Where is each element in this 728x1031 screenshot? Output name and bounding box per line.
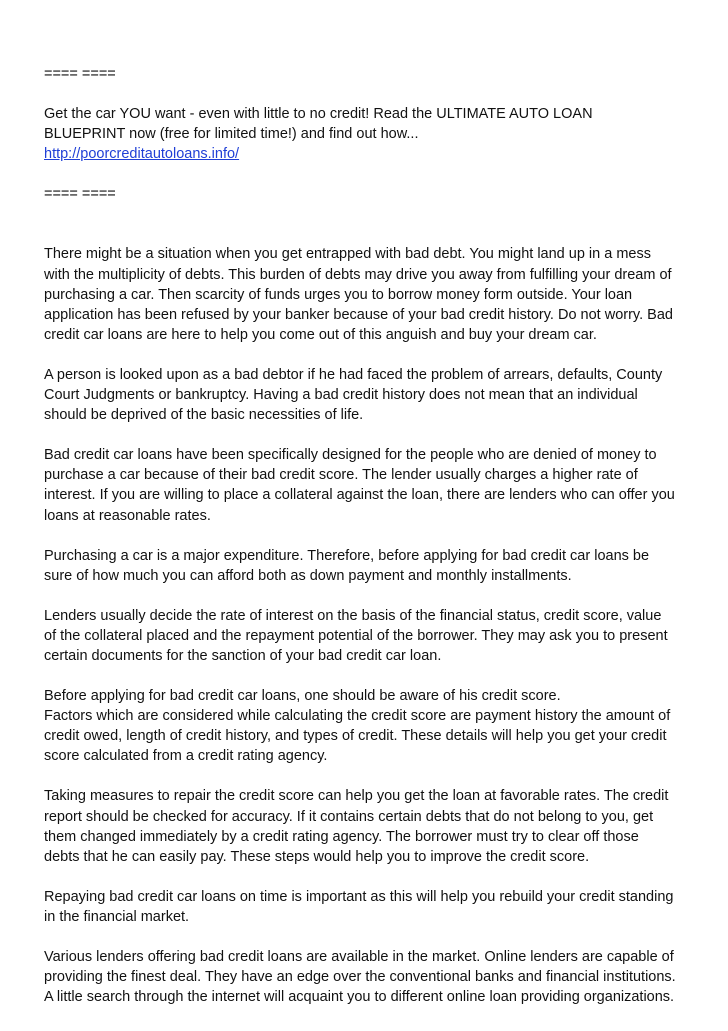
promo-text: Get the car YOU want - even with little to no credit! Read the ULTIMATE AUTO LOAN BLUEPRINT now (free for limited time!) and find out how...	[44, 106, 593, 143]
article-paragraph-9: Various lenders offering bad credit loans are available in the market. Online lenders are capable of providing the finest deal. They have an edge over the conventional banks and financial institutions. A little search through the internet will acquaint you to different online loan providing organizations.	[44, 949, 676, 1006]
article-paragraph-5: Lenders usually decide the rate of interest on the basis of the financial status, credit score, value of the collateral placed and the repayment potential of the borrower. They may ask you to present certain documents for the sanction of your bad credit car loan.	[44, 607, 668, 664]
promo-link[interactable]: http://poorcreditautoloans.info/	[44, 146, 240, 163]
article-paragraph-6: Before applying for bad credit car loans, one should be aware of his credit score. Factors which are considered while calculating the credit score are payment history the amount of credit owed, length of credit history, and types of credit. These details will help you get your credit score calculated from a credit rating agency.	[44, 688, 671, 765]
article-paragraph-2: A person is looked upon as a bad debtor if he had faced the problem of arrears, defaults, County Court Judgments or bankruptcy. Having a bad credit history does not mean that an individual should be deprived of the basic necessities of life.	[44, 366, 663, 424]
document-page	[44, 64, 694, 1007]
separator-bottom: ==== ====	[44, 186, 116, 203]
article-paragraph-4: Purchasing a car is a major expenditure. Therefore, before applying for bad credit car loans be sure of how much you can afford both as down payment and monthly installments.	[44, 547, 650, 584]
article-paragraph-1: There might be a situation when you get entrapped with bad debt. You might land up in a mess with the multiplicity of debts. This burden of debts may drive you away from fulfilling your dream of purchasing a car. Then scarcity of funds urges you to borrow money form outside. Your loan application has been refused by your banker because of your bad credit history. Do not worry. Bad credit car loans are here to help you come out of this anguish and buy your dream car.	[44, 246, 673, 343]
promo-block	[44, 104, 694, 164]
article-body	[44, 244, 694, 1007]
article-paragraph-3: Bad credit car loans have been specifically designed for the people who are denied of money to purchase a car because of their bad credit score. The lender usually charges a higher rate of interest. If you are willing to place a collateral against the loan, there are lenders who can offer you loans at reasonable rates.	[44, 447, 675, 524]
article-paragraph-7: Taking measures to repair the credit score can help you get the loan at favorable rates. The credit report should be checked for accuracy. If it contains certain debts that do not belong to you, get them changed immediately by a credit rating agency. The borrower must try to clear off those debts that he can easily pay. These steps would help you to improve the credit score.	[44, 788, 669, 865]
article-paragraph-8: Repaying bad credit car loans on time is important as this will help you rebuild your credit standing in the financial market.	[44, 888, 674, 925]
separator-top: ==== ====	[44, 66, 116, 82]
